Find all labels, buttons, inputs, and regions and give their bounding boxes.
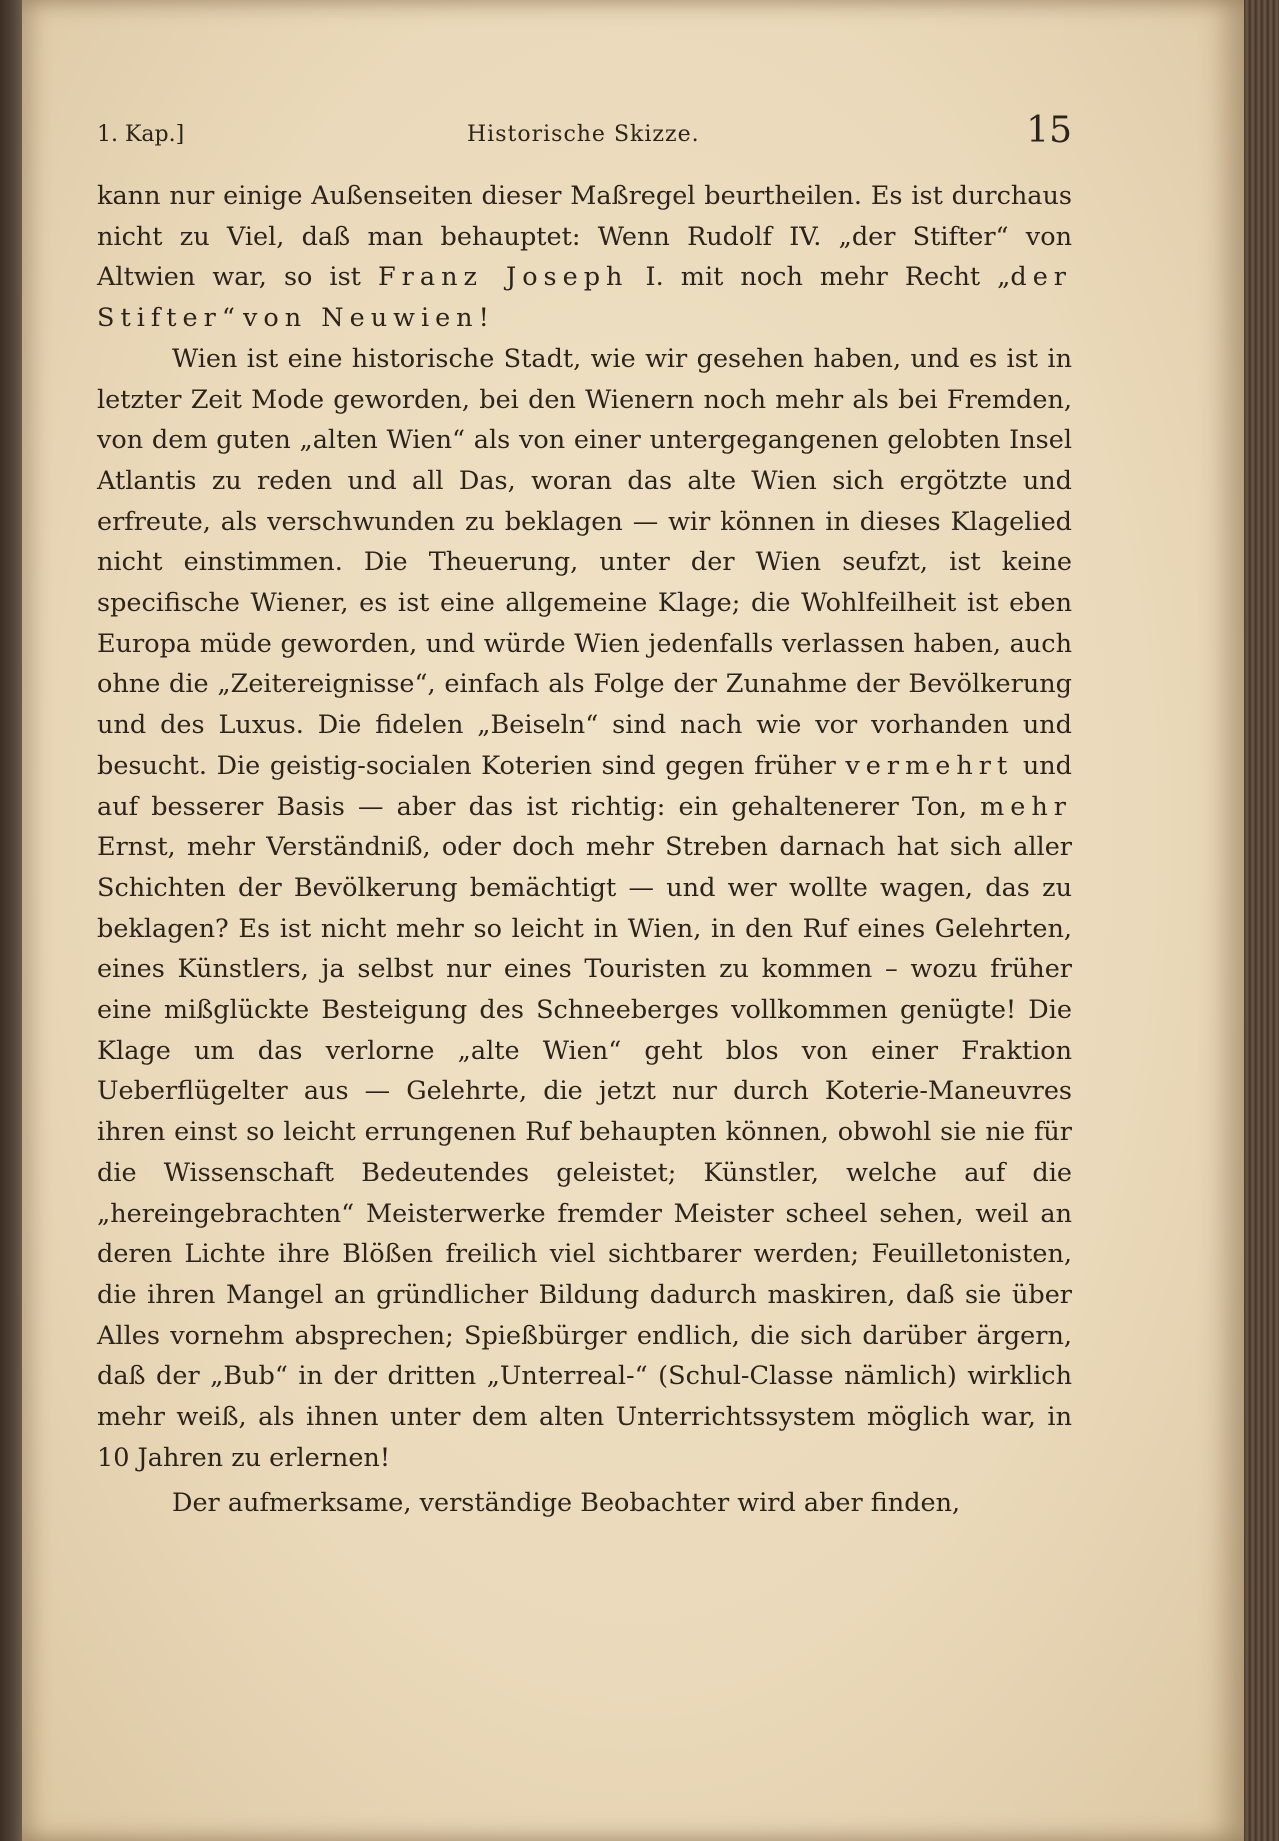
chapter-label: 1. Kap.] <box>97 122 185 147</box>
text-run: ! <box>478 303 489 334</box>
spaced-emphasis: Franz Joseph <box>377 262 629 293</box>
paragraph <box>97 339 1072 1479</box>
spaced-emphasis: mehr <box>980 791 1072 822</box>
page-stack-edge <box>1244 0 1279 1841</box>
text-run: Ernst, mehr Verständniß, oder doch mehr Streben darnach hat sich aller Schichten der Bevölkerung bemächtigt — und wer wollte wagen, das zu beklagen? Es ist nicht mehr so leicht in Wien, in den Ruf eines Gelehrten, eines Künstlers, ja selbst nur eines Touristen zu kommen – wozu früher eine mißglückte Besteigung des Schneeberges vollkommen genügte! Die Klage um das verlorne „alte Wien“ geht blos von einer Fraktion Ueberflügelter aus — Gelehrte, die jetzt nur durch Koterie-Maneuvres ihren einst so leicht errungenen Ruf behaupten können, obwohl sie nie für die Wissenschaft Bedeutendes geleistet; Künstler, welche auf die „hereingebrachten“ Meisterwerke fremder Meister scheel sehen, weil an deren Lichte ihre Blößen freilich viel sichtbarer werden; Feuilletonisten, die ihren Mangel an gründlicher Bildung dadurch maskiren, daß sie über Alles vornehm absprechen; Spießbürger endlich, die sich darüber ärgern, daß der „Bub“ in der dritten „Unterreal-“ (Schul-Classe nämlich) wirklich mehr weiß, als ihnen unter dem alten Unterrichtssystem möglich war, in 10 Jahren zu erlernen! <box>97 832 1072 1473</box>
paragraph <box>97 1483 1072 1524</box>
text-run: kann nur einige Außenseiten dieser Maßregel beurtheilen. Es ist durchaus nicht zu Viel, daß man behauptet: Wenn Rudolf IV. „der Stifter“ von Altwien war, so ist <box>97 181 1072 293</box>
running-title: Historische Skizze. <box>467 122 700 147</box>
paragraph <box>97 176 1072 339</box>
spaced-emphasis: von Neuwien <box>243 303 479 334</box>
spaced-emphasis: vermehrt <box>845 750 1014 781</box>
spaced-emphasis: der Stifter <box>97 262 1072 334</box>
body-text <box>97 176 1072 1523</box>
page-number: 15 <box>1026 110 1072 151</box>
text-run: Der aufmerksame, verständige Beobachter wird aber finden, <box>172 1487 961 1518</box>
text-run: “ <box>221 303 243 334</box>
text-run: und auf besserer Basis — aber das ist richtig: ein gehaltenerer Ton, <box>97 750 1072 822</box>
text-run: I. mit noch mehr Recht „ <box>628 262 1011 293</box>
running-header <box>97 110 1072 156</box>
text-run: Wien ist eine historische Stadt, wie wir gesehen haben, und es ist in letzter Zeit Mode geworden, bei den Wienern noch mehr als bei Fremden, von dem guten „alten Wien“ als von einer untergegangenen gelobten Insel Atlantis zu reden und all Das, woran das alte Wien sich ergötzte und erfreute, als verschwunden zu beklagen — wir können in dieses Klagelied nicht einstimmen. Die Theuerung, unter der Wien seufzt, ist keine specifische Wiener, es ist eine allgemeine Klage; die Wohlfeilheit ist eben Europa müde geworden, und würde Wien jedenfalls verlassen haben, auch ohne die „Zeitereignisse“, einfach als Folge der Zunahme der Bevölkerung und des Luxus. Die fidelen „Beiseln“ sind nach wie vor vorhanden und besucht. Die geistig-socialen Koterien sind gegen früher <box>97 343 1072 781</box>
